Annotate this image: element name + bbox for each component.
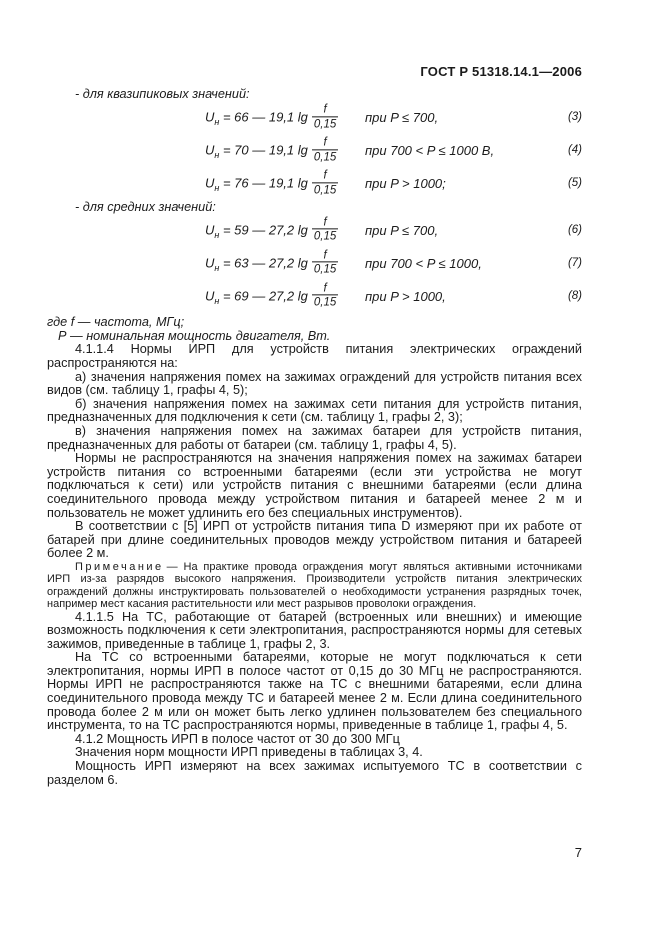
- formula-number: (8): [567, 289, 582, 302]
- formula-number: (3): [567, 111, 582, 124]
- subscript: н: [214, 117, 220, 128]
- subscript: н: [214, 183, 220, 194]
- fraction: $\frac{f}{0,15}$: [313, 136, 337, 164]
- para-reference: В соответствии с [5] ИРП от устройств питания типа D измеряют при их работе от батарей при длине соединительных проводов между устройством питания и батареей более 2 м.: [47, 519, 582, 561]
- clause-4-1-1-5-para-2: На ТС со встроенными батареями, которые не могут подключаться к сети электропитания, нормы ИРП в полосе частот от 0,15 до 30 МГц не распространяются. Нормы ИРП не распространяются также на ТС с внешними батареями, если длина соединительного провода между ТС и батареей менее 2 м. Если длина соединительного провода более 2 м или он может быть легко удлинен пользователем без специального инструмента, то на ТС распространяются нормы, приведенные в таблице 1, графы 4, 5.: [47, 650, 582, 733]
- symbol-definitions: [47, 316, 582, 343]
- fraction: $\frac{f}{0,15}$: [313, 169, 337, 197]
- formula-condition: при 700 < P ≤ 1000,: [365, 255, 482, 271]
- formula-number: (4): [567, 144, 582, 157]
- subscript: н: [214, 295, 220, 306]
- formula-condition: при P > 1000;: [365, 176, 446, 192]
- formula-4: [47, 135, 582, 168]
- clause-4-1-1-4-title: 4.1.1.4 Нормы ИРП для устройств питания электрических ограждений распространяются на:: [47, 342, 582, 370]
- formula-condition: при P > 1000,: [365, 288, 446, 304]
- standard-code: ГОСТ Р 51318.14.1—2006: [420, 64, 582, 79]
- fraction: $\frac{f}{0,15}$: [313, 103, 337, 131]
- average-label: - для средних значений:: [75, 199, 216, 214]
- formula-expression: $U_н = 59$ — 27,2 lg $\frac{f}{0,15}$: [205, 216, 337, 243]
- formula-expression: $U_н = 69$ — 27,2 lg $\frac{f}{0,15}$: [205, 282, 337, 309]
- fraction: $\frac{f}{0,15}$: [313, 216, 337, 243]
- formula-3: [47, 102, 582, 135]
- formula-number: (5): [567, 177, 582, 190]
- clause-4-1-2-para-2: Мощность ИРП измеряют на всех зажимах испытуемого ТС в соответствии с разделом 6.: [47, 759, 582, 787]
- formula-7: [47, 247, 582, 280]
- formula-number: (7): [567, 256, 582, 269]
- list-item-a: а) значения напряжения помех на зажимах ограждений для устройств питания всех видов (см. таблицу 1, графы 4, 5);: [47, 369, 582, 398]
- subscript: н: [214, 229, 220, 240]
- formula-expression: $U_н = 76$ — 19,1 lg $\frac{f}{0,15}$: [205, 169, 337, 197]
- note: [47, 561, 582, 611]
- page-number: 7: [574, 845, 582, 860]
- quasi-peak-label: - для квазипиковых значений:: [75, 87, 250, 101]
- note-label: Примечание: [75, 560, 164, 573]
- fraction: $\frac{f}{0,15}$: [313, 282, 337, 309]
- formula-condition: при P ≤ 700,: [365, 222, 439, 238]
- formula-expression: $U_н = 70$ — 19,1 lg $\frac{f}{0,15}$: [205, 136, 337, 164]
- definition-power: Р — номинальная мощность двигателя, Вт.: [58, 328, 331, 343]
- subscript: н: [214, 150, 220, 161]
- page-content: [47, 88, 582, 787]
- list-item-v: в) значения напряжения помех на зажимах батареи для устройств питания, предназначенных для работы от батареи (см. таблицу 1, графы 4, 5).: [47, 423, 582, 452]
- clause-4-1-2-para-1: Значения норм мощности ИРП приведены в таблицах 3, 4.: [75, 745, 423, 760]
- fraction: $\frac{f}{0,15}$: [313, 249, 337, 276]
- definition-frequency: где f — частота, МГц;: [47, 315, 185, 330]
- formula-condition: при 700 < P ≤ 1000 В,: [365, 143, 495, 159]
- formula-expression: $U_н = 66$ — 19,1 lg $\frac{f}{0,15}$: [205, 103, 337, 131]
- formula-6: [47, 214, 582, 247]
- formula-condition: при P ≤ 700,: [365, 110, 439, 126]
- formula-expression: $U_н = 63$ — 27,2 lg $\frac{f}{0,15}$: [205, 249, 337, 276]
- note-text: — На практике провода ограждения могут являться активными источниками ИРП из-за разрядов высокого напряжения. Производители устройств питания электрических ограждений должны инструктировать пользователей о необходимости устранения разрядных точек, например мест касания растительности или мест разрывов проволоки ограждения.: [47, 560, 582, 611]
- formula-number: (6): [567, 223, 582, 236]
- formula-5: [47, 168, 582, 201]
- clause-4-1-1-5-para-1: 4.1.1.5 На ТС, работающие от батарей (встроенных или внешних) и имеющие возможность подключения к сети электропитания, распространяются нормы для сетевых зажимов, приведенные в таблице 1, графы 2, 3.: [47, 609, 582, 651]
- list-item-b: б) значения напряжения помех на зажимах сети питания для устройств питания, предназначенных для подключения к сети (см. таблицу 1, графы 2, 3);: [47, 396, 582, 425]
- formula-8: [47, 280, 582, 313]
- clause-4-1-2-title: 4.1.2 Мощность ИРП в полосе частот от 30 до 300 МГц: [75, 731, 400, 746]
- para-exclusion: Нормы не распространяются на значения напряжения помех на зажимах батареи устройств питания со встроенными батареями (если эти устройства не могут подключаться к сети) или устройств питания с внешними батареями (если длина соединительного провода между устройством питания и батареей менее 2 м и пользователь не может удлинить его без специальных инструментов).: [47, 451, 582, 520]
- subscript: н: [214, 262, 220, 273]
